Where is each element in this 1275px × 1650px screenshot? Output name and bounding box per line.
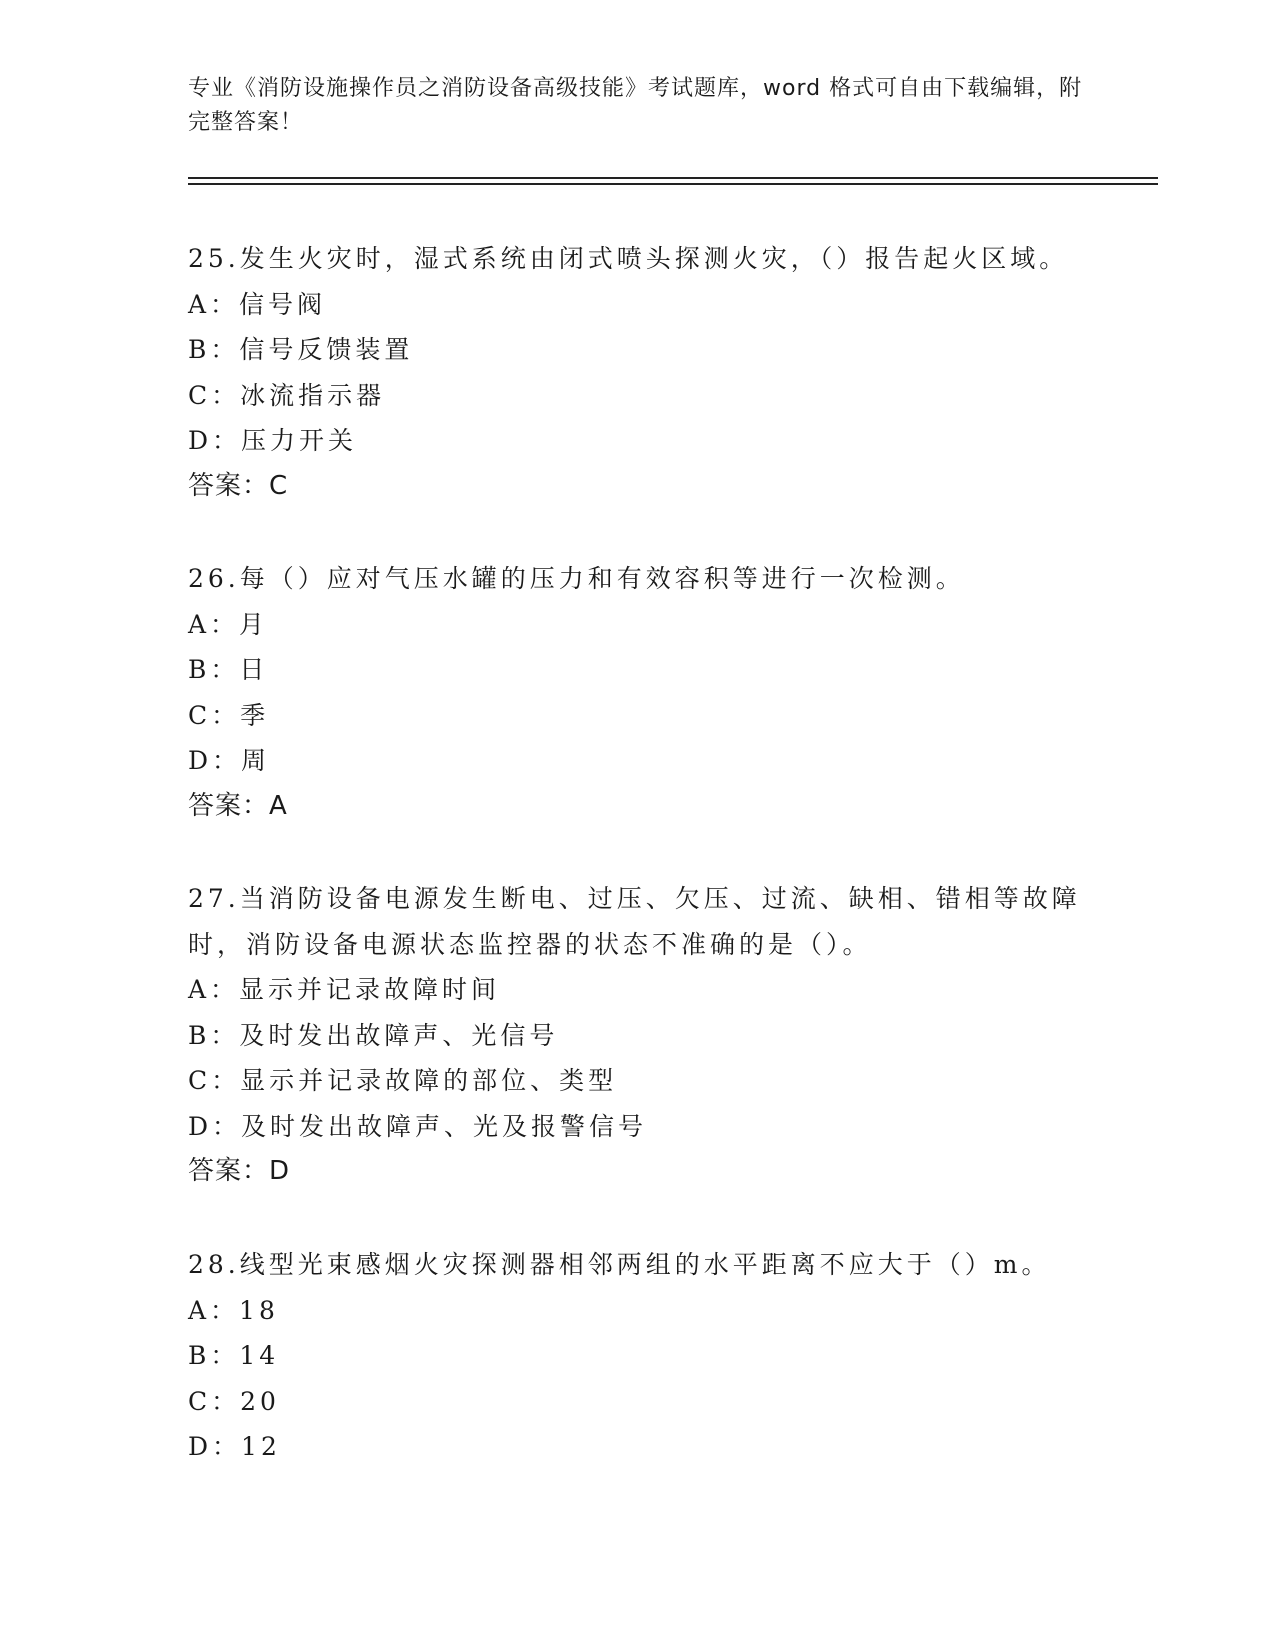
option-a: A：月 (188, 609, 269, 639)
question-25 (188, 236, 1088, 509)
option-d: D：12 (188, 1432, 281, 1461)
question-stem: 26.每（）应对气压水罐的压力和有效容积等进行一次检测。 (188, 564, 965, 593)
option-c: C：显示并记录故障的部位、类型 (188, 1066, 618, 1095)
question-stem: 25.发生火灾时，湿式系统由闭式喷头探测火灾，（）报告起火区域。 (188, 244, 1069, 273)
answer: 答案：A (188, 790, 288, 821)
option-b: B：日 (188, 655, 269, 684)
option-b: B：信号反馈装置 (188, 335, 414, 364)
header-divider-bottom (188, 183, 1158, 185)
option-a: A：18 (188, 1295, 279, 1325)
option-d: D：周 (188, 746, 271, 775)
answer: 答案：D (188, 1156, 291, 1186)
option-a: A：信号阀 (188, 289, 327, 319)
document-header: 专业《消防设施操作员之消防设备高级技能》考试题库，word 格式可自由下载编辑，附完整答案！ (188, 76, 1083, 135)
header-divider-top (188, 177, 1158, 179)
option-c: C：季 (188, 700, 270, 730)
question-stem: 28.线型光束感烟火灾探测器相邻两组的水平距离不应大于（）m。 (188, 1250, 1051, 1279)
question-stem: 27.当消防设备电源发生断电、过压、欠压、过流、缺相、错相等故障时，消防设备电源状态监控器的状态不准确的是（）。 (188, 884, 1081, 959)
question-27 (188, 876, 1088, 1194)
option-d: D：压力开关 (188, 426, 358, 455)
option-c: C：冰流指示器 (188, 380, 386, 410)
question-28 (188, 1242, 1088, 1470)
option-b: B：及时发出故障声、光信号 (188, 1020, 559, 1050)
option-d: D：及时发出故障声、光及报警信号 (188, 1111, 648, 1141)
answer: 答案：C (188, 470, 289, 501)
option-b: B：14 (188, 1341, 280, 1370)
question-26 (188, 556, 1088, 829)
option-a: A：显示并记录故障时间 (188, 975, 501, 1004)
option-c: C：20 (188, 1386, 280, 1416)
